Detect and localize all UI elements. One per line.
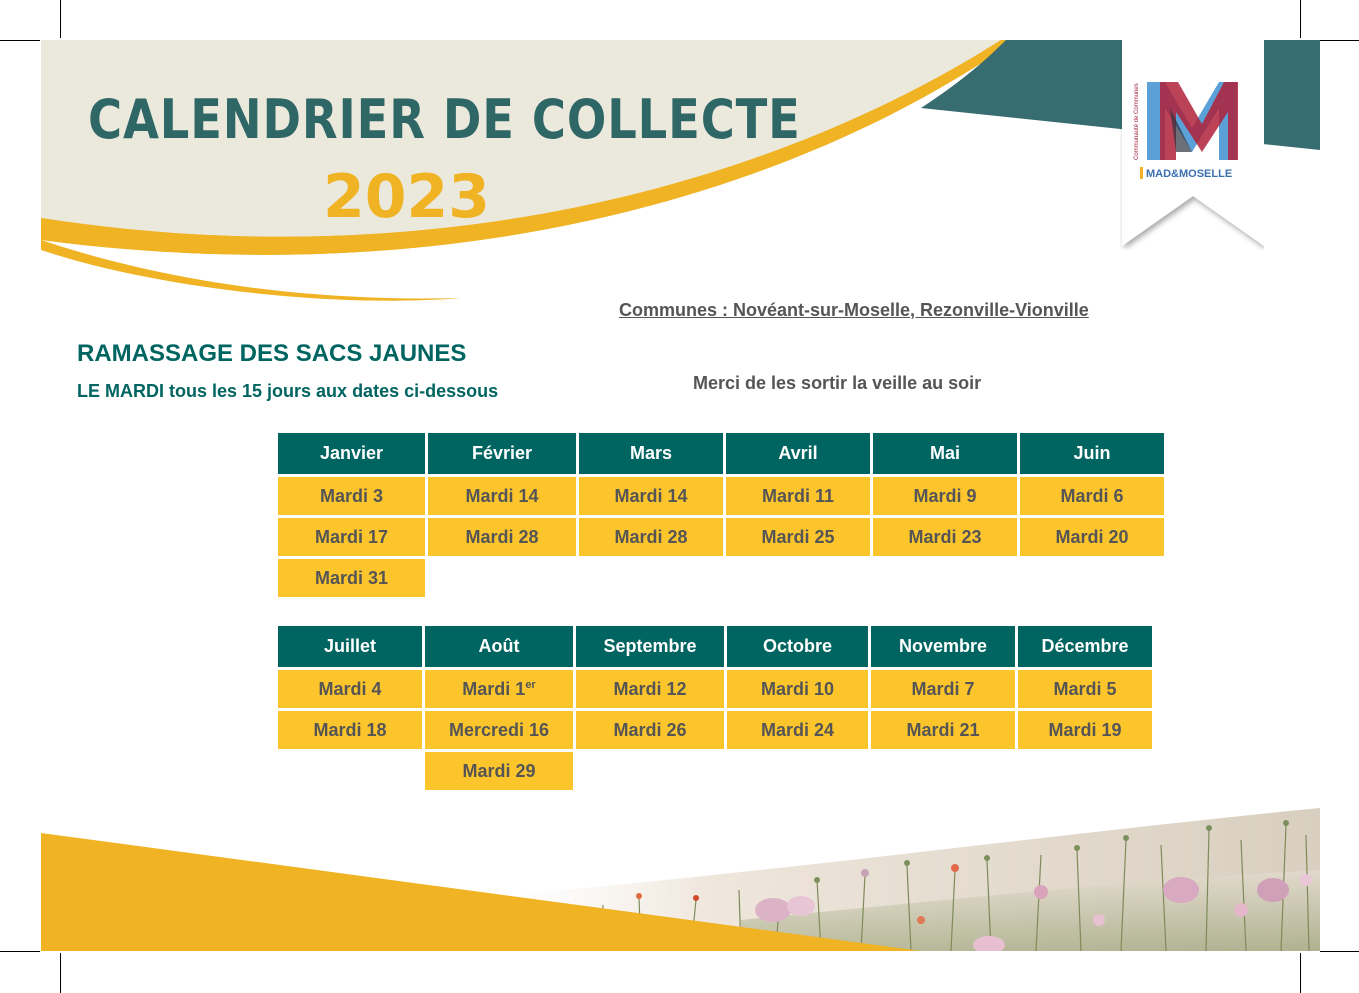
date-cell: Mardi 3 xyxy=(278,477,425,515)
crop-mark xyxy=(1320,40,1359,41)
crop-mark xyxy=(60,0,61,38)
date-cell: Mardi 4 xyxy=(278,670,422,708)
crop-mark xyxy=(1300,953,1301,993)
date-cell: Mardi 17 xyxy=(278,518,425,556)
communes-label: Communes : Novéant-sur-Moselle, Rezonville-Vionville xyxy=(619,300,1089,320)
date-cell: Mardi 19 xyxy=(1018,711,1152,749)
date-cell: Mardi 14 xyxy=(579,477,723,515)
section-subtitle: LE MARDI tous les 15 jours aux dates ci-dessous xyxy=(77,381,499,401)
month-header: Février xyxy=(428,433,576,474)
month-header: Avril xyxy=(726,433,870,474)
date-cell: Mardi 12 xyxy=(576,670,724,708)
date-cell: Mardi 7 xyxy=(871,670,1015,708)
month-header: Août xyxy=(425,626,573,667)
date-text: Mardi 1 xyxy=(462,678,526,699)
date-cell: Mardi 28 xyxy=(428,518,576,556)
date-cell: Mardi 25 xyxy=(726,518,870,556)
page-title: CALENDRIER DE COLLECTE xyxy=(88,88,801,151)
date-cell: Mardi 11 xyxy=(726,477,870,515)
month-header: Mai xyxy=(873,433,1017,474)
date-cell: Mardi 14 xyxy=(428,477,576,515)
date-cell: Mardi 21 xyxy=(871,711,1015,749)
date-cell: Mardi 26 xyxy=(576,711,724,749)
instruction-note: Merci de les sortir la veille au soir xyxy=(693,373,982,393)
date-cell: Mardi 5 xyxy=(1018,670,1152,708)
date-cell: Mardi 6 xyxy=(1020,477,1164,515)
date-cell: Mardi 28 xyxy=(579,518,723,556)
date-cell: Mardi 9 xyxy=(873,477,1017,515)
date-cell: Mercredi 16 xyxy=(425,711,573,749)
crop-mark xyxy=(0,40,40,41)
date-cell: Mardi 24 xyxy=(727,711,868,749)
ordinal-superscript: er xyxy=(525,678,536,691)
logo-text: MAD&MOSELLE xyxy=(1146,168,1233,180)
crop-mark xyxy=(1300,0,1301,38)
month-header: Décembre xyxy=(1018,626,1152,667)
section-title: RAMASSAGE DES SACS JAUNES xyxy=(77,340,467,367)
month-header: Mars xyxy=(579,433,723,474)
crop-mark xyxy=(0,951,40,952)
month-header: Juin xyxy=(1020,433,1164,474)
month-header: Novembre xyxy=(871,626,1015,667)
month-header: Septembre xyxy=(576,626,724,667)
month-header: Octobre xyxy=(727,626,868,667)
date-cell: Mardi 31 xyxy=(278,559,425,597)
date-cell: Mardi 29 xyxy=(425,752,573,790)
date-cell: Mardi 18 xyxy=(278,711,422,749)
date-cell: Mardi 10 xyxy=(727,670,868,708)
month-header: Janvier xyxy=(278,433,425,474)
crop-mark xyxy=(60,953,61,993)
footer-decoration xyxy=(41,40,1320,951)
month-header: Juillet xyxy=(278,626,422,667)
date-cell: Mardi 23 xyxy=(873,518,1017,556)
date-cell: Mardi 20 xyxy=(1020,518,1164,556)
year-label: 2023 xyxy=(323,162,490,232)
logo-side-text: Communauté de Communes xyxy=(1134,83,1140,160)
flyer-page xyxy=(41,40,1320,951)
crop-mark xyxy=(1320,951,1359,952)
